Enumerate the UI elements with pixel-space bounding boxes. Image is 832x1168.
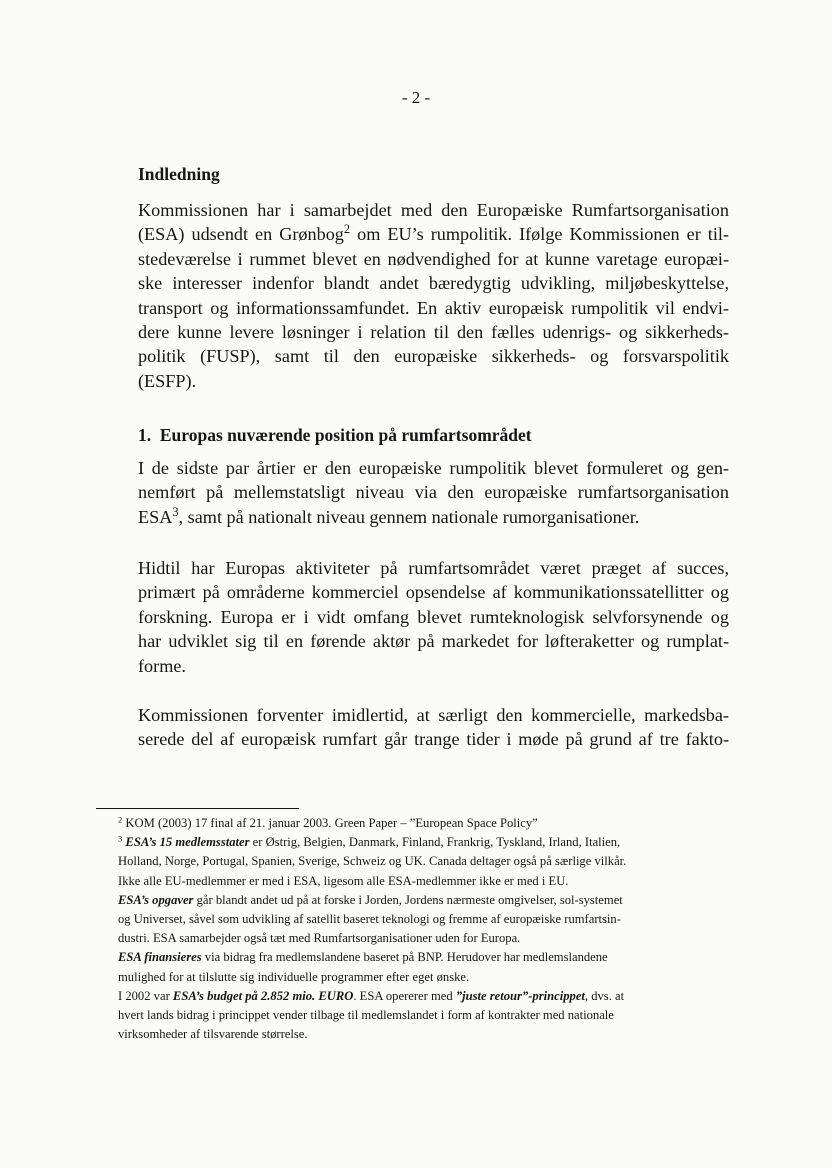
footnote-line: Ikke alle EU-medlemmer er med i ESA, ligesom alle ESA-medlemmer ikke er med i EU. bbox=[118, 873, 569, 888]
footnote-line: Holland, Norge, Portugal, Spanien, Sverige, Schweiz og UK. Canada deltager også på særlige vilkår. bbox=[118, 854, 627, 869]
section1-paragraph-3 bbox=[138, 703, 729, 752]
section1-paragraph-1 bbox=[138, 456, 729, 529]
section1-heading: 1. Europas nuværende position på rumfartsområdet bbox=[138, 425, 532, 445]
footnotes bbox=[118, 814, 726, 1044]
intro-line: ske interesser indenfor blandt andet bæredygtig udvikling, miljøbeskyttelse, bbox=[138, 273, 729, 294]
footnote-2: $^2$ KOM (2003) 17 final af 21. januar 2003. Green Paper – ”European Space Policy” bbox=[118, 814, 538, 830]
footnote-line: virksomheder af tilsvarende størrelse. bbox=[118, 1027, 308, 1042]
intro-line: (ESFP). bbox=[138, 370, 197, 391]
footnote-separator bbox=[96, 808, 299, 809]
paragraph-line: har udviklet sig til en førende aktør på markedet for løfteraketter og rumplat- bbox=[138, 631, 729, 652]
paragraph-line: primært på områderne kommerciel opsendelse af kommunikationssatellitter og bbox=[138, 582, 729, 603]
intro-line: (ESA) udsendt en Grønbog$^2$ om EU’s rumpolitik. Ifølge Kommissionen er til- bbox=[138, 222, 729, 245]
footnote-3: $^3$ ESA’s 15 medlemsstater er Østrig, Belgien, Danmark, Finland, Frankrig, Tyskland, Irland, Italien, bbox=[118, 833, 621, 850]
footnote-line: mulighed for at tilslutte sig individuelle programmer efter eget ønske. bbox=[118, 969, 470, 984]
paragraph-line: I de sidste par årtier er den europæiske rumpolitik blevet formuleret og gen- bbox=[138, 458, 729, 478]
paragraph-line: Kommissionen forventer imidlertid, at særligt den kommercielle, markedsba- bbox=[138, 705, 729, 725]
intro-line: dere kunne levere løsninger i relation til den fælles udenrigs- og sikkerheds- bbox=[138, 322, 729, 343]
page-number: - 2 - bbox=[401, 88, 431, 107]
footnote-line: ESA finansieres via bidrag fra medlemslandene baseret på BNP. Herudover har medlemslandene bbox=[118, 950, 608, 965]
footnote-line: hvert lands bidrag i princippet vender tilbage til medlemslandet i form af kontrakter med nationale bbox=[118, 1008, 614, 1023]
footnote-line: dustri. ESA samarbejder også tæt med Rumfartsorganisationer uden for Europa. bbox=[118, 931, 521, 946]
intro-line: politik (FUSP), samt til den europæiske sikkerheds- og forsvarspolitik bbox=[138, 346, 729, 367]
footnote-line: ESA’s opgaver går blandt andet ud på at forske i Jorden, Jordens nærmeste omgivelser, sol-systemet bbox=[118, 892, 623, 907]
paragraph-line: Hidtil har Europas aktiviteter på rumfartsområdet været præget af succes, bbox=[138, 558, 729, 578]
section1-heading-block bbox=[138, 423, 729, 447]
intro-line: Kommissionen har i samarbejdet med den Europæiske Rumfartsorganisation bbox=[138, 200, 729, 220]
intro-section bbox=[138, 162, 729, 186]
paragraph-line: ESA$^3$, samt på nationalt niveau gennem nationale rumorganisationer. bbox=[138, 505, 640, 527]
footnote-line: og Universet, såvel som udvikling af satellit baseret teknologi og fremme af europæiske rumfartsin- bbox=[118, 912, 621, 927]
intro-line: transport og informationssamfundet. En aktiv europæisk rumpolitik vil endvi- bbox=[138, 297, 729, 318]
paragraph-line: forme. bbox=[138, 655, 186, 676]
paragraph-line: forskning. Europa er i vidt omfang blevet rumteknologisk selvforsynende og bbox=[138, 606, 729, 627]
intro-line: stedeværelse i rummet blevet en nødvendighed for at kunne varetage europæi- bbox=[138, 248, 729, 269]
section1-paragraph-2 bbox=[138, 556, 729, 678]
paragraph-line: serede del af europæisk rumfart går trange tider i møde på grund af tre fakto- bbox=[138, 729, 729, 750]
intro-heading: Indledning bbox=[138, 164, 220, 184]
footnote-ref-2: 2 bbox=[343, 222, 351, 237]
footnote-line: I 2002 var ESA’s budget på 2.852 mio. EURO. ESA opererer med ”juste retour”-princippet, dvs. at bbox=[118, 988, 625, 1003]
footnote-ref-3: 3 bbox=[172, 505, 179, 520]
paragraph-line: nemført på mellemstatsligt niveau via den europæiske rumfartsorganisation bbox=[138, 482, 729, 503]
intro-paragraph bbox=[138, 198, 729, 393]
